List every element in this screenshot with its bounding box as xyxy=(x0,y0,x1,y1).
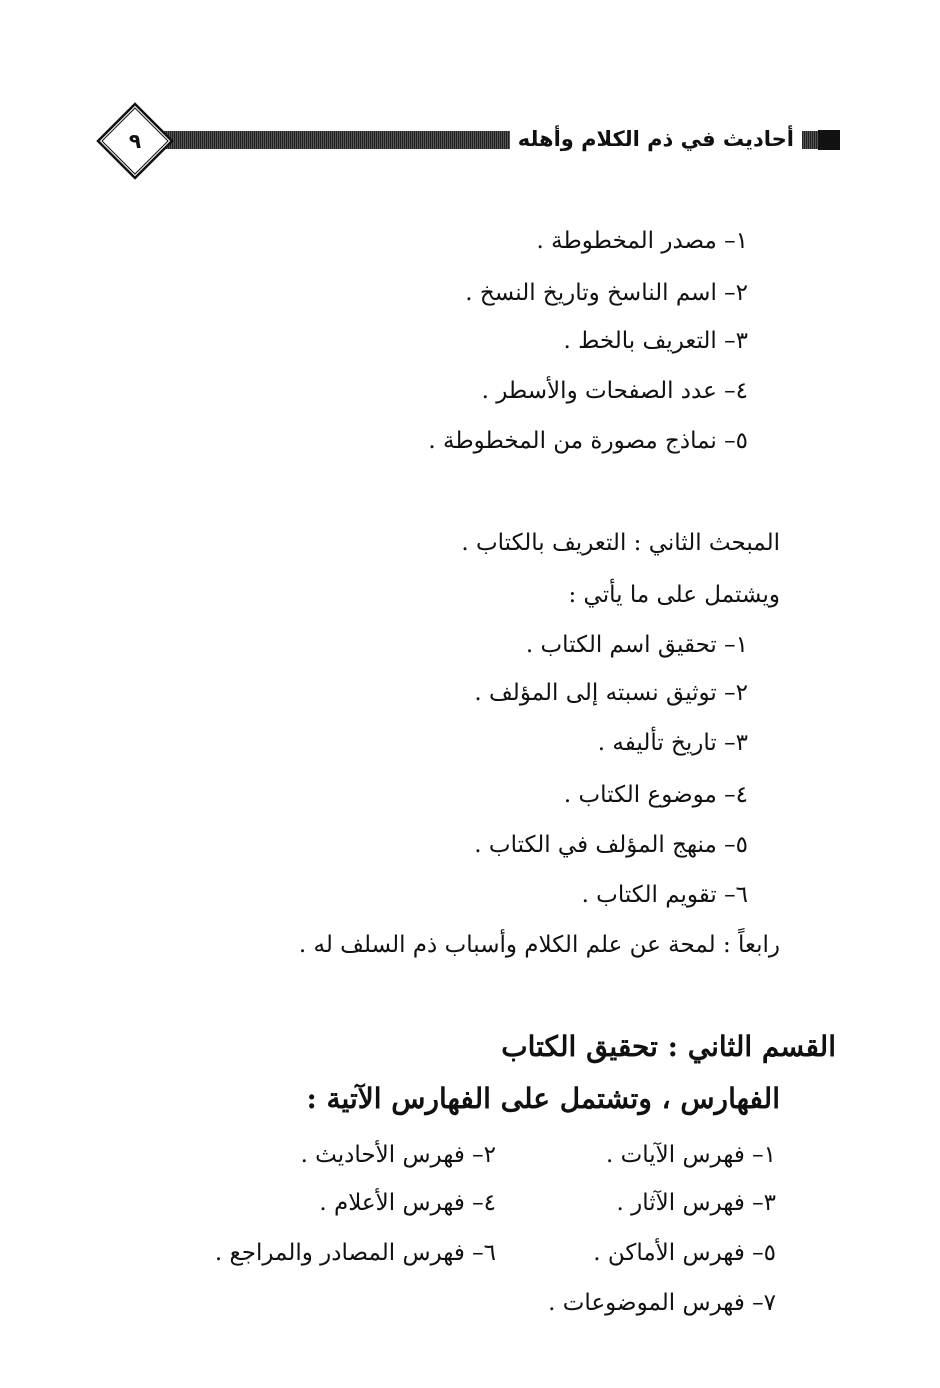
manuscript-item: ١– مصدر المخطوطة . xyxy=(536,228,748,254)
manuscript-item: ٥– نماذج مصورة من المخطوطة . xyxy=(428,428,748,454)
indexes-heading: الفهارس ، وتشتمل على الفهارس الآتية : xyxy=(306,1082,780,1115)
section-fourth: رابعاً : لمحة عن علم الكلام وأسباب ذم السلف له . xyxy=(298,932,780,958)
manuscript-item: ٤– عدد الصفحات والأسطر . xyxy=(481,378,748,404)
index-item: ٧– فهرس الموضوعات . xyxy=(548,1290,776,1316)
index-item: ٥– فهرس الأماكن . xyxy=(593,1240,776,1266)
header-end-block xyxy=(818,130,840,150)
running-header-title: أحاديث في ذم الكلام وأهله xyxy=(510,124,802,154)
manuscript-item: ٢– اسم الناسخ وتاريخ النسخ . xyxy=(465,280,748,306)
index-item: ٣– فهرس الآثار . xyxy=(616,1190,776,1216)
part-two-heading: القسم الثاني : تحقيق الكتاب xyxy=(501,1030,836,1063)
page-number: ٩ xyxy=(128,129,142,153)
index-item: ٢– فهرس الأحاديث . xyxy=(300,1142,496,1168)
running-header-bar xyxy=(120,128,840,152)
section-intro: ويشتمل على ما يأتي : xyxy=(568,582,780,608)
index-item: ٦– فهرس المصادر والمراجع . xyxy=(214,1240,496,1266)
manuscript-item: ٣– التعريف بالخط . xyxy=(563,328,748,354)
section-item: ٣– تاريخ تأليفه . xyxy=(597,730,748,756)
section-item: ٤– موضوع الكتاب . xyxy=(563,782,748,808)
section-item: ١– تحقيق اسم الكتاب . xyxy=(525,632,748,658)
section-item: ٢– توثيق نسبته إلى المؤلف . xyxy=(474,680,748,706)
section-item: ٥– منهج المؤلف في الكتاب . xyxy=(474,832,748,858)
index-item: ١– فهرس الآيات . xyxy=(605,1142,776,1168)
page-number-diamond xyxy=(96,102,174,180)
index-item: ٤– فهرس الأعلام . xyxy=(319,1190,496,1216)
section-title: المبحث الثاني : التعريف بالكتاب . xyxy=(461,530,780,556)
section-item: ٦– تقويم الكتاب . xyxy=(581,882,748,908)
